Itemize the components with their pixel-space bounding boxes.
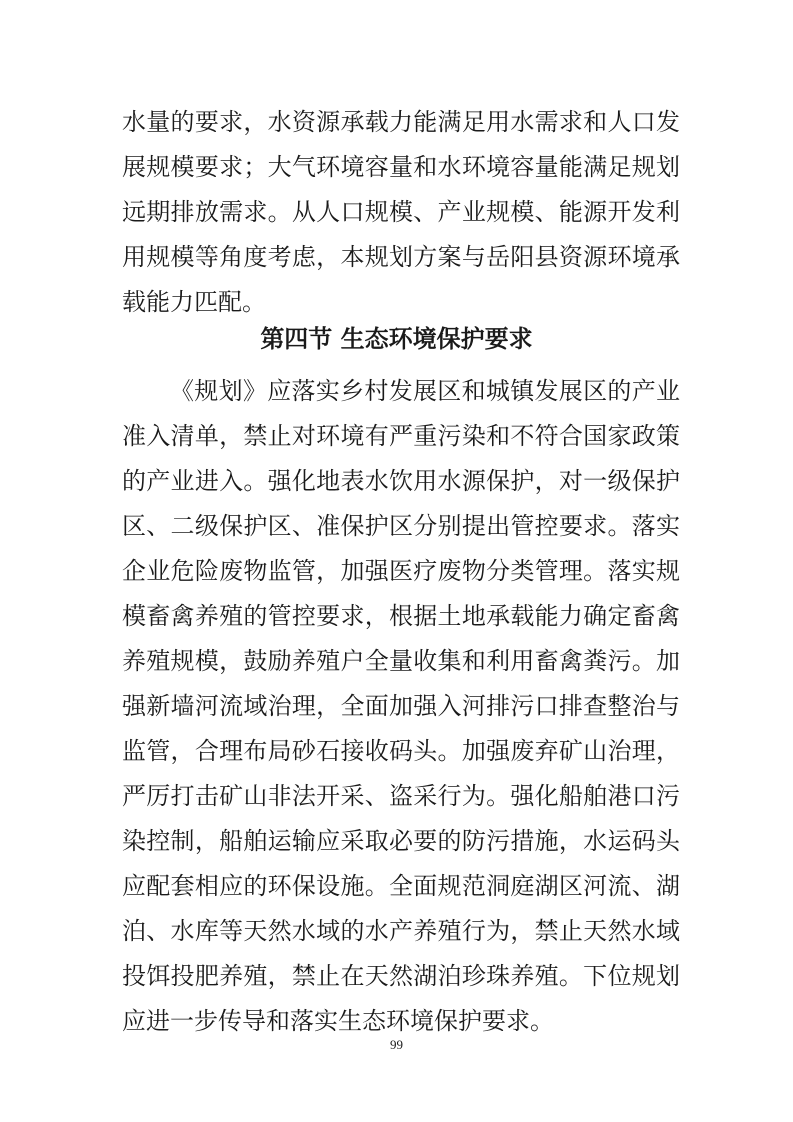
body-text-line: 投饵投肥养殖，禁止在天然湖泊珍珠养殖。下位规划 (122, 962, 680, 990)
body-text-line: 准入清单，禁止对环境有严重污染和不符合国家政策 (122, 422, 680, 450)
body-text-line: 企业危险废物监管，加强医疗废物分类管理。落实规 (122, 557, 680, 585)
body-text-line: 强新墙河流域治理，全面加强入河排污口排查整治与 (122, 692, 680, 720)
body-text-line: 模畜禽养殖的管控要求，根据土地承载能力确定畜禽 (122, 602, 680, 630)
body-text-line: 泊、水库等天然水域的水产养殖行为，禁止天然水域 (122, 917, 680, 945)
body-text-line: 养殖规模，鼓励养殖户全量收集和利用畜禽粪污。加 (122, 647, 680, 675)
page-number: 99 (390, 1037, 403, 1052)
body-text-line: 远期排放需求。从人口规模、产业规模、能源开发利 (122, 198, 680, 226)
body-text-line: 《规划》应落实乡村发展区和城镇发展区的产业 (170, 377, 680, 405)
body-text-line: 染控制，船舶运输应采取必要的防污措施，水运码头 (122, 827, 680, 855)
body-text-line: 应配套相应的环保设施。全面规范洞庭湖区河流、湖 (122, 872, 680, 900)
body-text-line: 的产业进入。强化地表水饮用水源保护，对一级保护 (122, 467, 680, 495)
body-text-line: 严厉打击矿山非法开采、盗采行为。强化船舶港口污 (122, 782, 680, 810)
body-text-line: 水量的要求，水资源承载力能满足用水需求和人口发 (122, 108, 680, 136)
body-text-line: 应进一步传导和落实生态环境保护要求。 (122, 1007, 554, 1035)
section-title: 第四节 生态环境保护要求 (260, 325, 533, 353)
body-text-line: 用规模等角度考虑，本规划方案与岳阳县资源环境承 (122, 243, 680, 271)
body-text-line: 区、二级保护区、准保护区分别提出管控要求。落实 (122, 512, 680, 540)
body-text-line: 监管，合理布局砂石接收码头。加强废弃矿山治理， (122, 737, 680, 765)
body-text-line: 载能力匹配。 (122, 288, 266, 316)
body-text-line: 展规模要求；大气环境容量和水环境容量能满足规划 (122, 153, 680, 181)
